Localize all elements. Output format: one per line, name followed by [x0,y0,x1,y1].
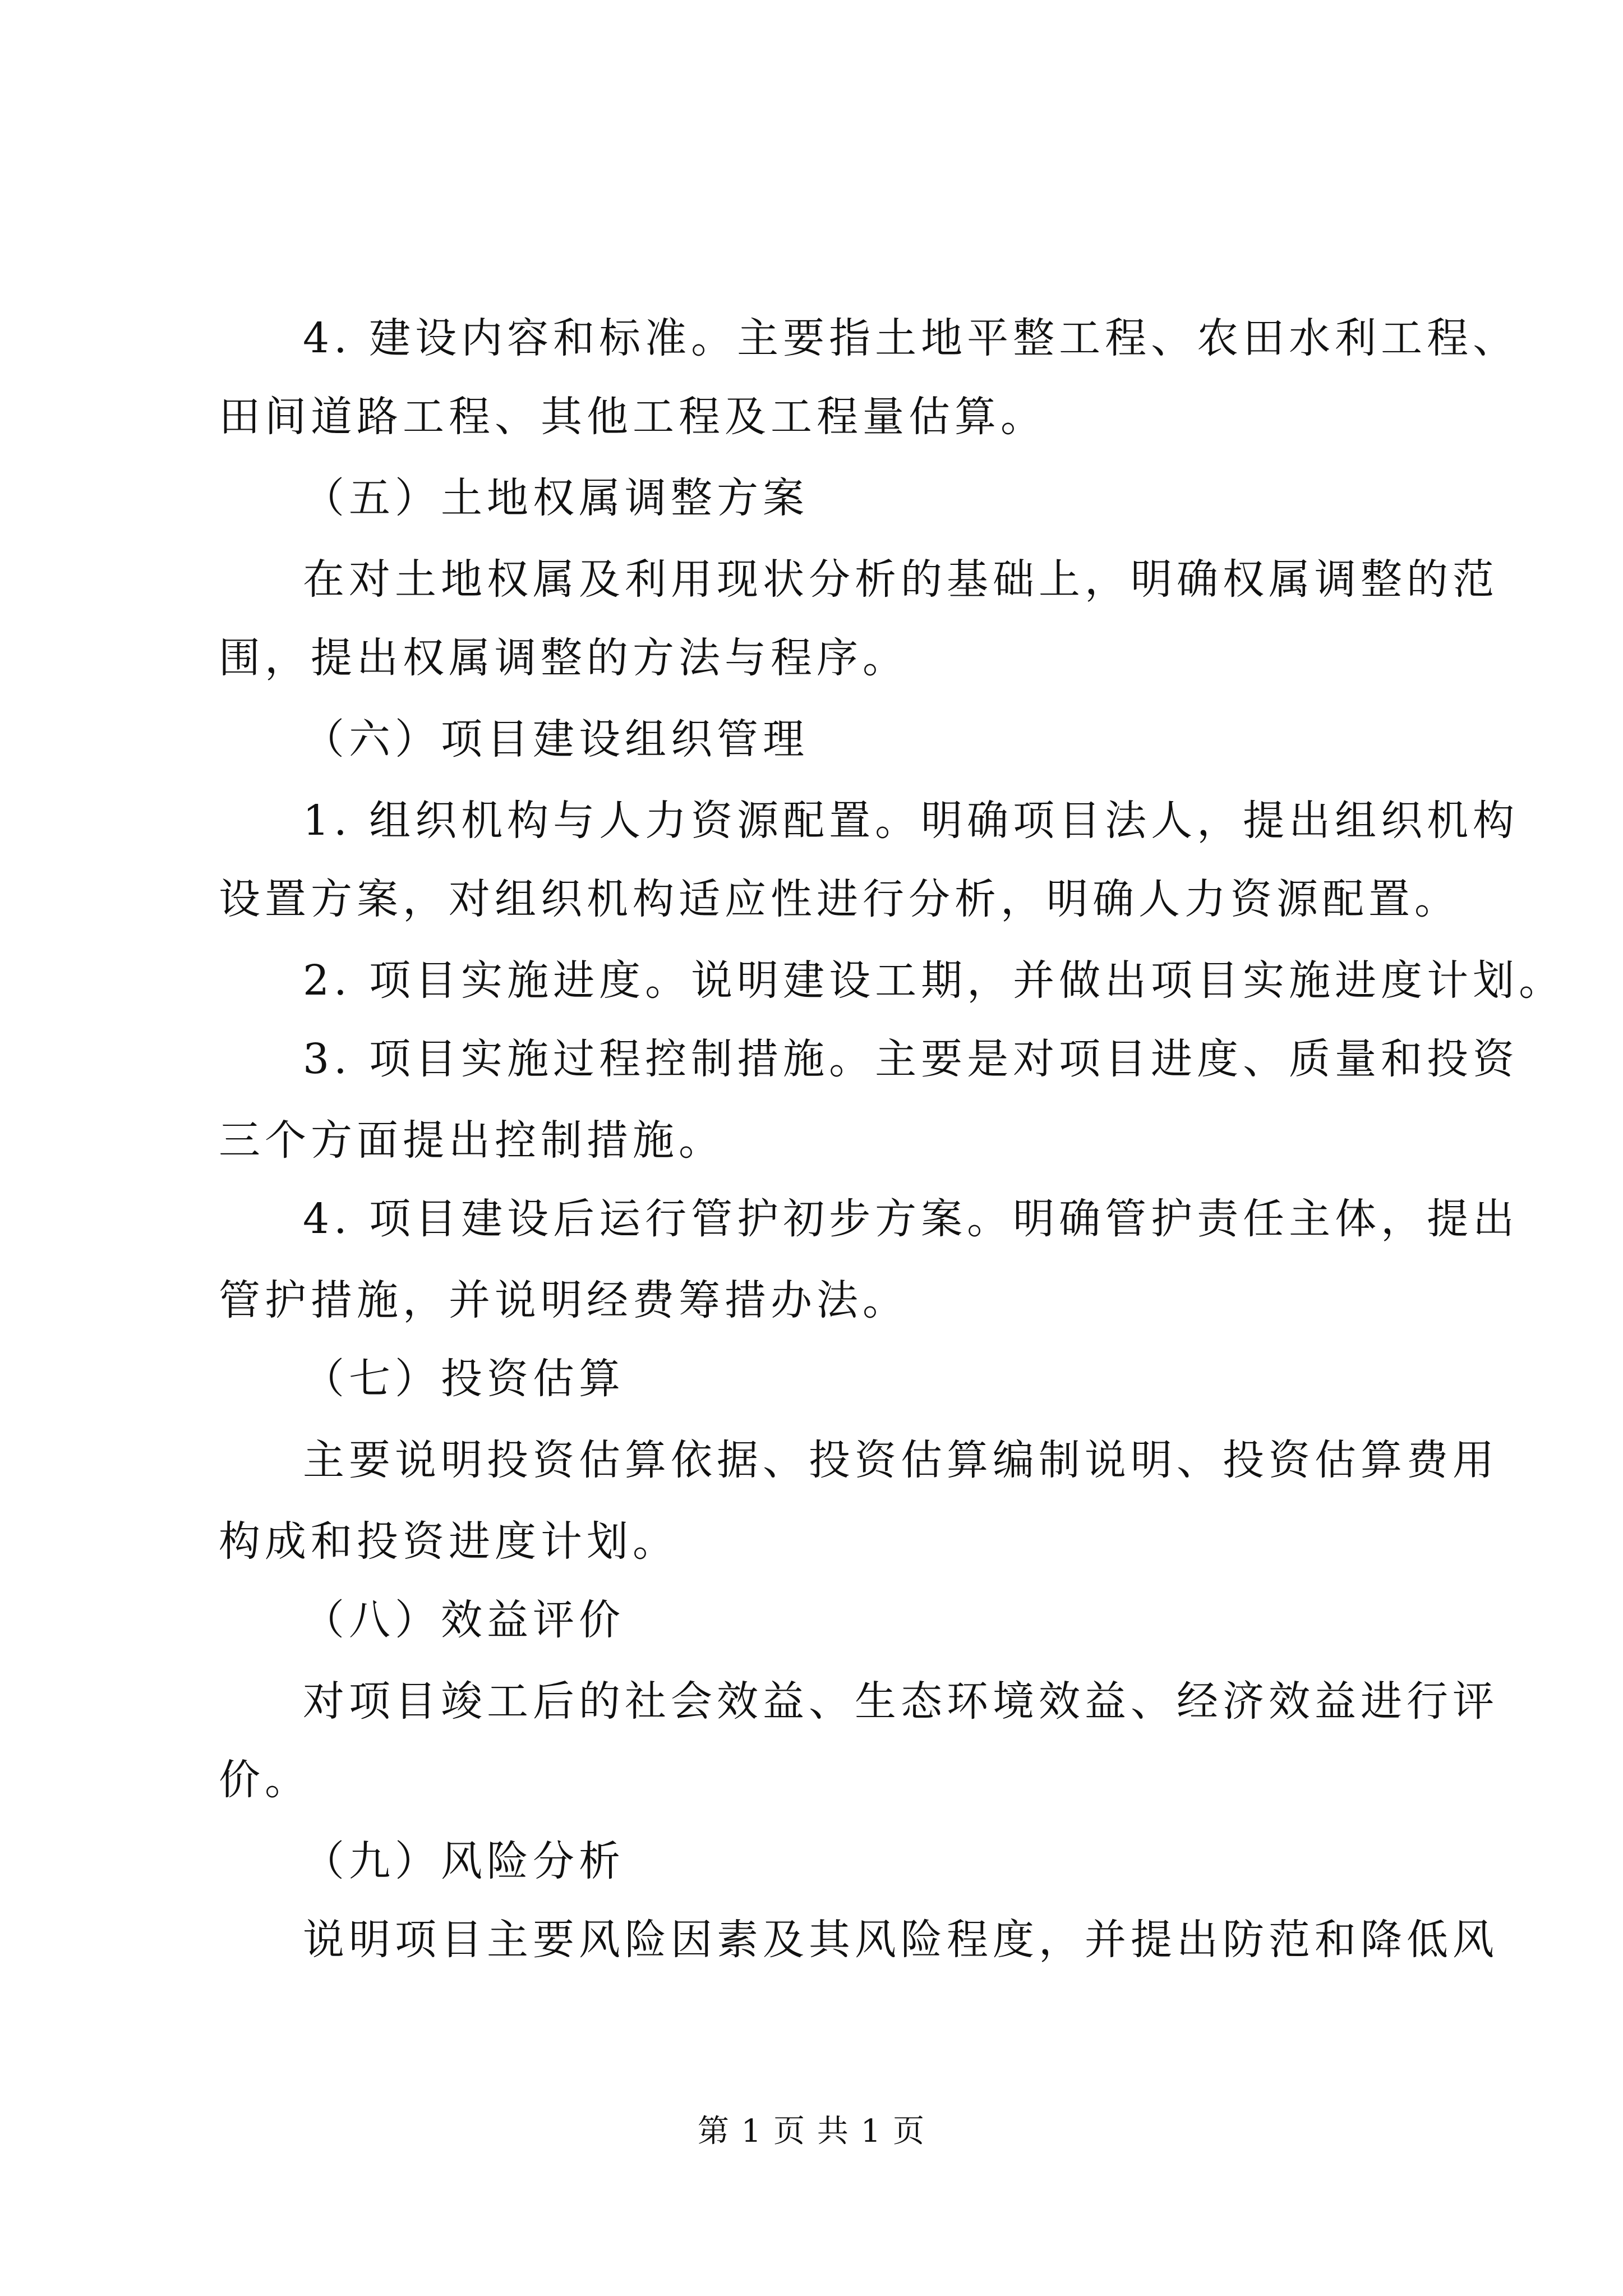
section-heading: （七）投资估算 [303,1355,625,1403]
text-line: 4. 项目建设后运行管护初步方案。明确管护责任主体，提出 [303,1195,1519,1243]
text-line: 三个方面提出控制措施。 [219,1116,725,1165]
text-line: 构成和投资进度计划。 [219,1517,679,1566]
section-heading: （八）效益评价 [303,1596,625,1644]
text-line: 围，提出权属调整的方法与程序。 [219,634,909,682]
text-line: 3. 项目实施过程控制措施。主要是对项目进度、质量和投资 [303,1035,1519,1083]
text-line: 说明项目主要风险因素及其风险程度，并提出防范和降低风 [303,1916,1498,1964]
page-footer: 第 1 页 共 1 页 [697,2113,926,2150]
text-line: 2. 项目实施进度。说明建设工期，并做出项目实施进度计划。 [303,956,1565,1005]
text-line: 价。 [219,1756,311,1804]
text-line: 4. 建设内容和标准。主要指土地平整工程、农田水利工程、 [303,314,1519,362]
text-line: 对项目竣工后的社会效益、生态环境效益、经济效益进行评 [303,1677,1498,1726]
section-heading: （九）风险分析 [303,1837,625,1885]
text-line: 田间道路工程、其他工程及工程量估算。 [219,393,1046,441]
text-line: 1. 组织机构与人力资源配置。明确项目法人，提出组织机构 [303,797,1519,845]
section-heading: （六）项目建设组织管理 [303,715,809,763]
text-line: 主要说明投资估算依据、投资估算编制说明、投资估算费用 [303,1436,1498,1484]
text-line: 设置方案，对组织机构适应性进行分析，明确人力资源配置。 [219,875,1460,923]
section-heading: （五）土地权属调整方案 [303,474,809,522]
text-line: 管护措施，并说明经费筹措办法。 [219,1276,909,1324]
text-line: 在对土地权属及利用现状分析的基础上，明确权属调整的范 [303,555,1498,604]
